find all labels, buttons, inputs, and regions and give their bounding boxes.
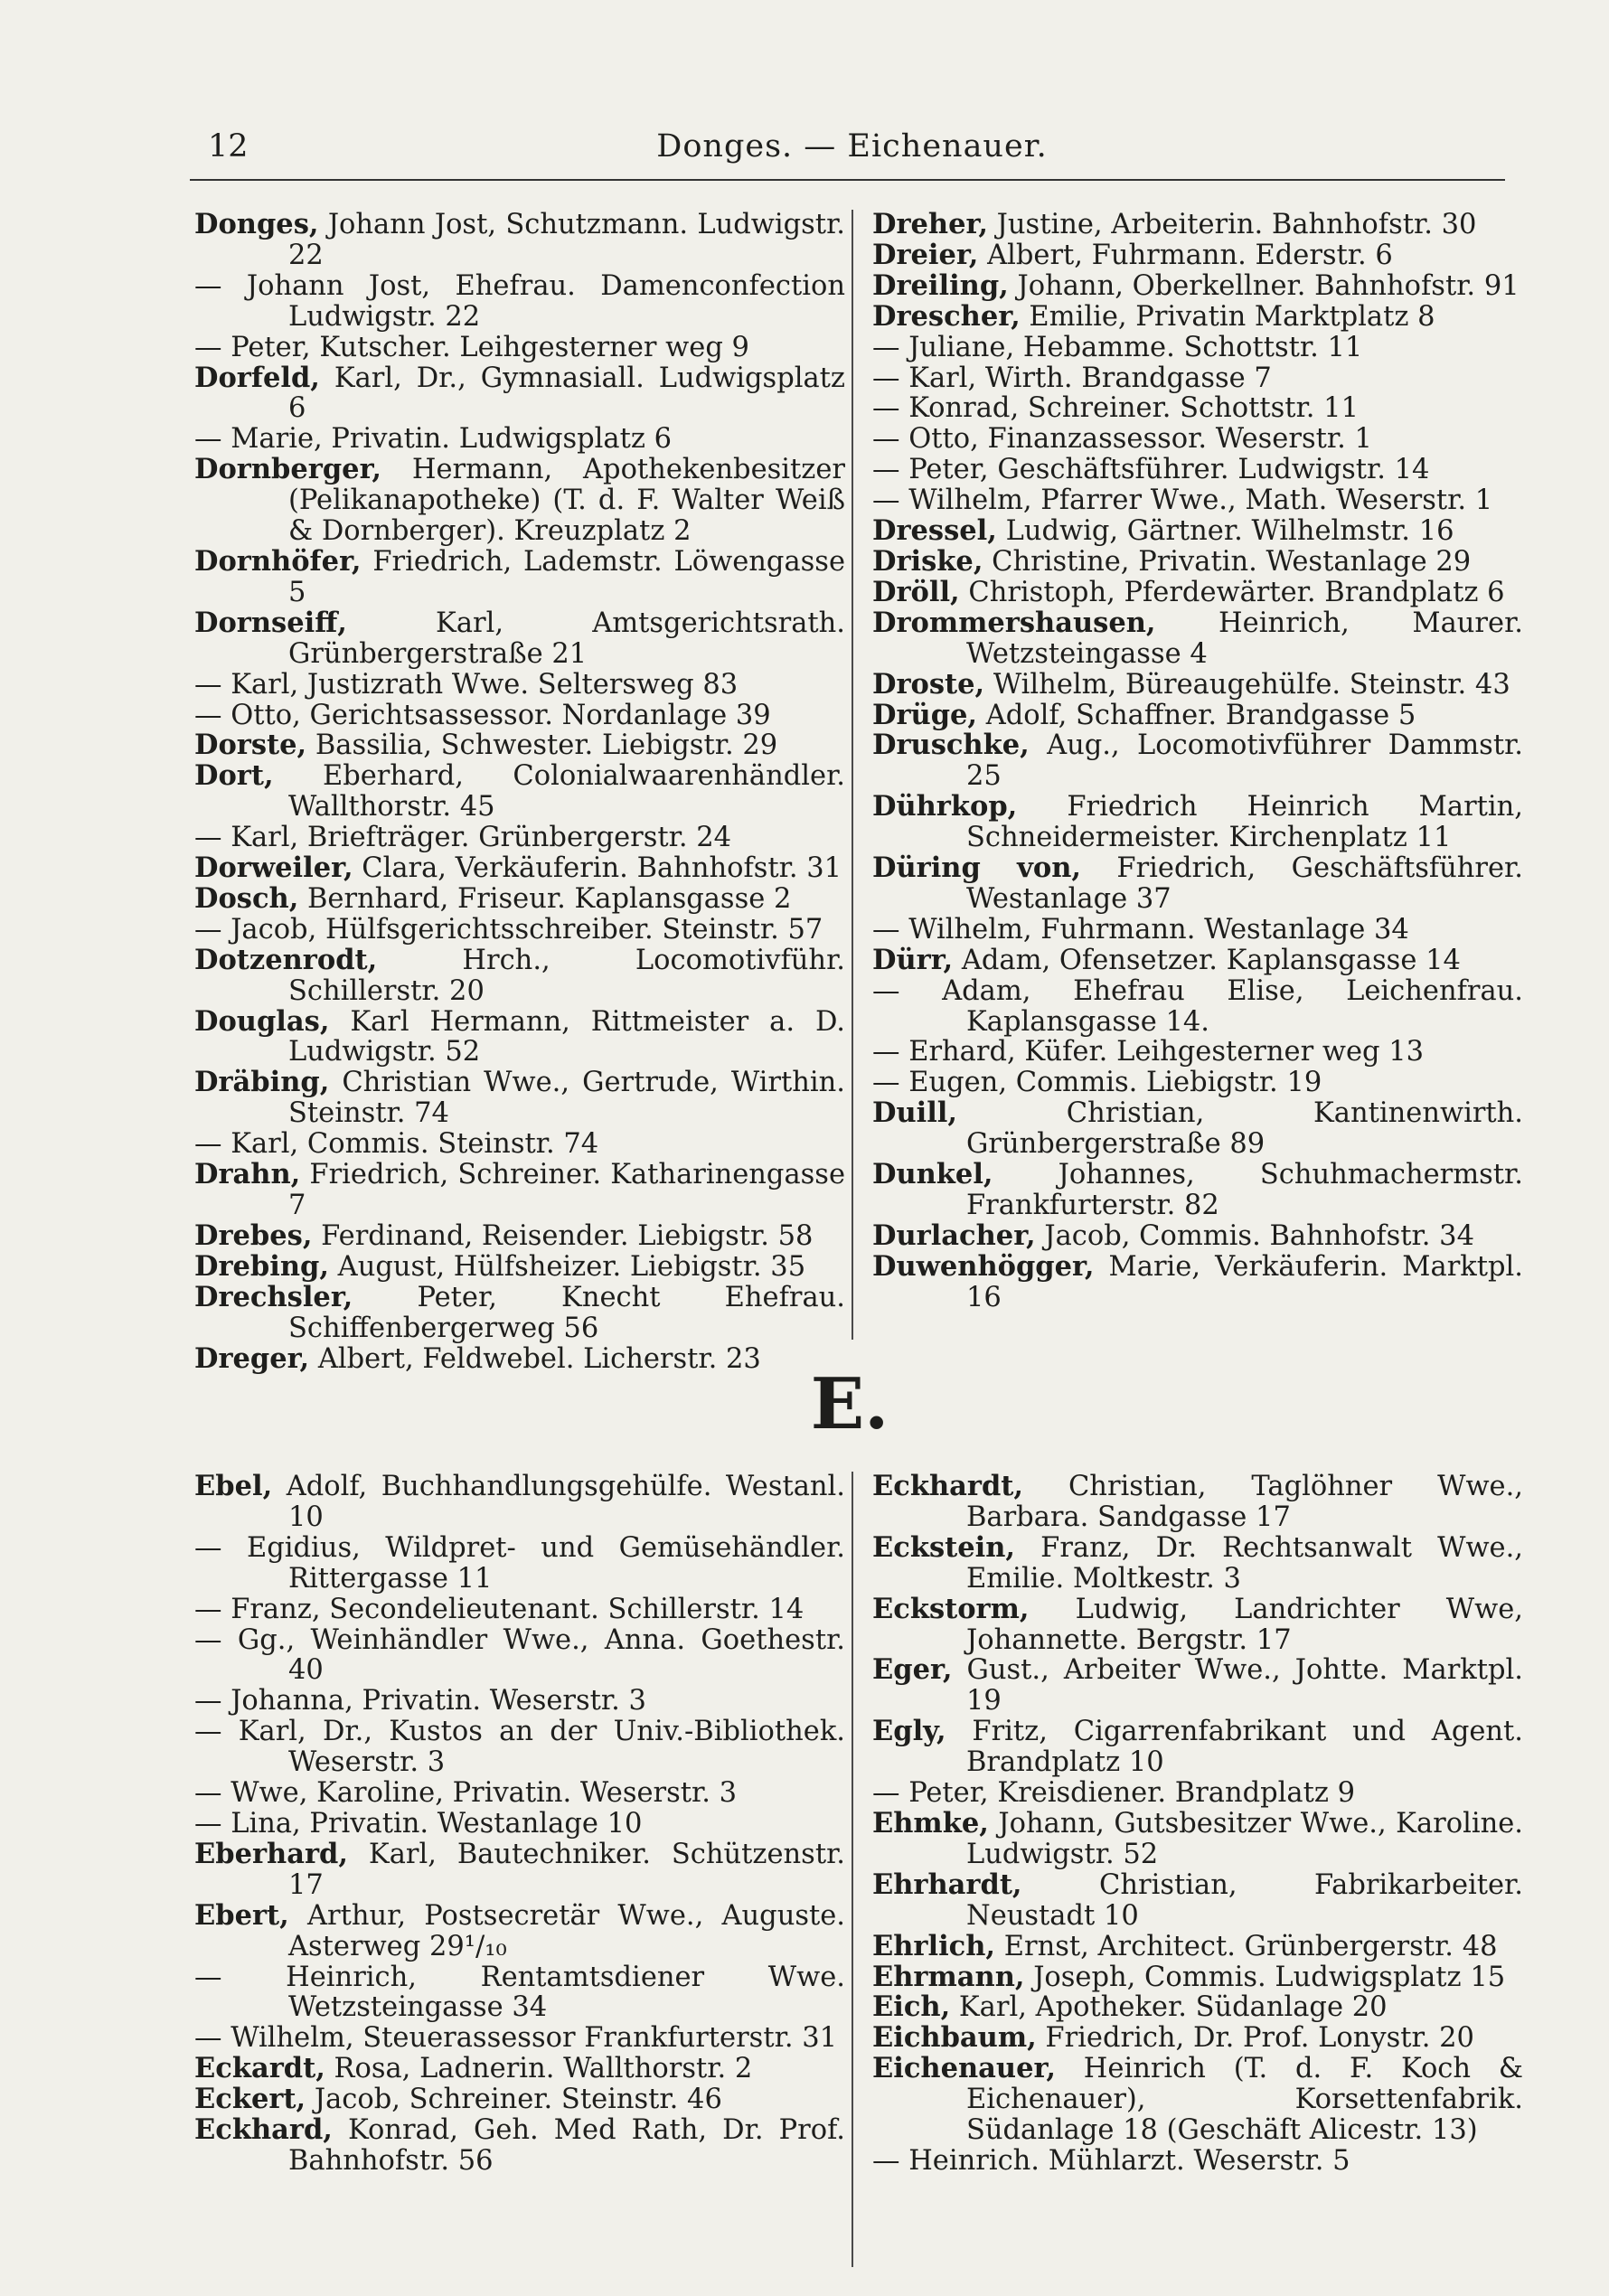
directory-entry bbox=[872, 2146, 1523, 2177]
entry-surname: Drebing, bbox=[194, 1249, 329, 1283]
entry-details: Justine, Arbeiterin. Bahnhofstr. 30 bbox=[987, 209, 1477, 240]
directory-entry bbox=[194, 1341, 845, 1375]
entry-details: Gust., Arbeiter Wwe., Johtte. Marktpl. 19 bbox=[952, 1654, 1523, 1717]
entry-details: Arthur, Postsecretär Wwe., Auguste. Asterweg 29¹/₁₀ bbox=[288, 1899, 845, 1962]
directory-entry bbox=[194, 1249, 845, 1283]
entry-details: Albert, Fuhrmann. Ederstr. 6 bbox=[978, 239, 1393, 271]
entry-details: Hermann, Apothekenbesitzer (Pelikanapotheke) (T. d. F. Walter Weiß & Dornberger). Kreuzplatz 2 bbox=[288, 454, 845, 548]
directory-entry bbox=[872, 455, 1523, 485]
directory-entry bbox=[194, 1717, 845, 1778]
entry-details: — Heinrich, Rentamtsdiener Wwe. Wetzsteingasse 34 bbox=[194, 1961, 845, 2024]
directory-entry bbox=[194, 1068, 845, 1129]
entry-surname: Eckstorm, bbox=[872, 1592, 1030, 1625]
directory-entry bbox=[194, 1004, 845, 1068]
entry-surname: Dunkel, bbox=[872, 1158, 993, 1191]
entry-surname: Dührkop, bbox=[872, 790, 1018, 823]
directory-entry bbox=[872, 1962, 1523, 1993]
directory-entry bbox=[194, 1595, 845, 1625]
entry-surname: Dornseiff, bbox=[194, 606, 347, 639]
directory-entry bbox=[194, 1472, 845, 1533]
entry-surname: Dosch, bbox=[194, 881, 299, 915]
entry-details: Fritz, Cigarrenfabrikant und Agent. Brandplatz 10 bbox=[946, 1716, 1523, 1779]
directory-entry bbox=[194, 333, 845, 363]
directory-entry bbox=[872, 268, 1523, 302]
directory-entry bbox=[194, 455, 845, 547]
entry-details: Friedrich, Schreiner. Katharinengasse 7 bbox=[288, 1159, 845, 1221]
directory-entry bbox=[194, 1809, 845, 1840]
entry-details: Friedrich, Dr. Prof. Lonystr. 20 bbox=[1036, 2022, 1474, 2055]
entry-details: Christian Wwe., Gertrude, Wirthin. Steinstr. 74 bbox=[288, 1067, 845, 1130]
entry-details: Adolf, Buchhandlungsgehülfe. Westanl. 10 bbox=[272, 1471, 845, 1533]
entry-surname: Eckhard, bbox=[194, 2113, 333, 2147]
entry-surname: Drechsler, bbox=[194, 1280, 353, 1313]
entry-surname: Duill, bbox=[872, 1096, 958, 1130]
entry-surname: Dort, bbox=[194, 759, 274, 793]
entry-details: — Juliane, Hebamme. Schottstr. 11 bbox=[872, 331, 1363, 363]
directory-entry bbox=[872, 1655, 1523, 1717]
page-number: 12 bbox=[208, 128, 249, 165]
directory-entry bbox=[194, 1280, 845, 1344]
entry-details: Adam, Ofensetzer. Kaplansgasse 14 bbox=[953, 944, 1461, 976]
entry-details: Joseph, Commis. Ludwigsplatz 15 bbox=[1024, 1961, 1506, 1993]
entry-details: Friedrich, Geschäftsführer. Westanlage 37 bbox=[966, 852, 1523, 915]
directory-entry bbox=[872, 943, 1523, 976]
entry-details: — Heinrich. Mühlarzt. Weserstr. 5 bbox=[872, 2144, 1350, 2177]
directory-entry bbox=[194, 1160, 845, 1221]
directory-entry bbox=[872, 575, 1523, 608]
entry-surname: Druschke, bbox=[872, 729, 1030, 762]
entry-details: — Wilhelm, Steuerassessor Frankfurterstr. 31 bbox=[194, 2022, 838, 2055]
entry-surname: Droste, bbox=[872, 667, 985, 701]
entry-details: Emilie, Privatin Marktplatz 8 bbox=[1020, 300, 1435, 333]
entry-details: Jacob, Schreiner. Steinstr. 46 bbox=[306, 2084, 722, 2116]
directory-entry bbox=[872, 1037, 1523, 1068]
entry-details: Karl Hermann, Rittmeister a. D. Ludwigstr. 52 bbox=[288, 1005, 845, 1068]
directory-entry bbox=[194, 210, 845, 271]
entry-details: Friedrich Heinrich Martin, Schneidermeister. Kirchenplatz 11 bbox=[966, 791, 1523, 854]
entry-surname: Douglas, bbox=[194, 1004, 330, 1038]
directory-entry bbox=[194, 2054, 845, 2084]
column-right-e-entries bbox=[872, 1472, 1523, 2177]
entry-surname: Eich, bbox=[872, 1990, 951, 2024]
entry-details: — Peter, Kutscher. Leihgesterner weg 9 bbox=[194, 331, 749, 363]
entry-details: — Peter, Geschäftsführer. Ludwigstr. 14 bbox=[872, 454, 1430, 486]
entry-details: Karl, Dr., Gymnasiall. Ludwigsplatz 6 bbox=[288, 362, 845, 425]
entry-details: Karl, Bautechniker. Schützenstr. 17 bbox=[288, 1838, 845, 1901]
column-left-d-entries bbox=[194, 210, 845, 1374]
entry-surname: Egly, bbox=[872, 1715, 946, 1748]
entry-surname: Eckert, bbox=[194, 2083, 306, 2116]
entry-details: Christian, Taglöhner Wwe., Barbara. Sandgasse 17 bbox=[966, 1471, 1523, 1533]
entry-details: Heinrich (T. d. F. Koch & Eichenauer), Korsettenfabrik. Südanlage 18 (Geschäft Alicestr. 13) bbox=[966, 2053, 1523, 2147]
directory-entry bbox=[872, 2023, 1523, 2054]
entry-details: Rosa, Ladnerin. Wallthorstr. 2 bbox=[325, 2053, 753, 2085]
entry-surname: Eichenauer, bbox=[872, 2052, 1056, 2085]
entry-surname: Ebel, bbox=[194, 1470, 273, 1502]
directory-entry bbox=[872, 915, 1523, 946]
entry-details: Johann, Gutsbesitzer Wwe., Karoline. Ludwigstr. 52 bbox=[966, 1807, 1523, 1870]
entry-details: — Franz, Secondelieutenant. Schillerstr. 14 bbox=[194, 1593, 804, 1625]
entry-details: Ludwig, Gärtner. Wilhelmstr. 16 bbox=[996, 515, 1454, 548]
entry-details: — Gg., Weinhändler Wwe., Anna. Goethestr. 40 bbox=[194, 1623, 845, 1687]
entry-details: Christoph, Pferdewärter. Brandplatz 6 bbox=[959, 576, 1505, 608]
entry-details: — Otto, Gerichtsassessor. Nordanlage 39 bbox=[194, 699, 771, 731]
directory-entry bbox=[872, 299, 1523, 333]
entry-surname: Drescher, bbox=[872, 299, 1021, 333]
entry-details: — Marie, Privatin. Ludwigsplatz 6 bbox=[194, 423, 673, 456]
entry-details: Christine, Privatin. Westanlage 29 bbox=[983, 545, 1472, 578]
entry-details: — Erhard, Küfer. Leihgesterner weg 13 bbox=[872, 1036, 1425, 1068]
entry-details: Ferdinand, Reisender. Liebigstr. 58 bbox=[312, 1219, 814, 1252]
entry-details: — Egidius, Wildpret- und Gemüsehändler. Rittergasse 11 bbox=[194, 1531, 845, 1595]
directory-entry bbox=[872, 1717, 1523, 1778]
column-divider-bottom bbox=[852, 1472, 853, 2267]
entry-details: Albert, Feldwebel. Licherstr. 23 bbox=[309, 1342, 761, 1375]
directory-entry bbox=[872, 240, 1523, 271]
directory-entry bbox=[872, 424, 1523, 455]
directory-entry bbox=[872, 544, 1523, 578]
entry-details: — Karl, Justizrath Wwe. Seltersweg 83 bbox=[194, 668, 739, 701]
directory-entry bbox=[872, 1098, 1523, 1160]
entry-surname: Dräbing, bbox=[194, 1066, 330, 1099]
directory-entry bbox=[194, 2084, 845, 2115]
entry-surname: Eberhard, bbox=[194, 1837, 348, 1870]
entry-surname: Ehrmann, bbox=[872, 1960, 1025, 1993]
directory-entry bbox=[194, 1221, 845, 1252]
column-right-d-entries bbox=[872, 210, 1523, 1313]
directory-entry bbox=[872, 210, 1523, 240]
directory-entry bbox=[872, 333, 1523, 363]
entry-details: — Wilhelm, Fuhrmann. Westanlage 34 bbox=[872, 913, 1409, 946]
column-divider-top bbox=[852, 210, 853, 1340]
directory-entry bbox=[872, 1592, 1523, 1656]
entry-details: — Eugen, Commis. Liebigstr. 19 bbox=[872, 1067, 1322, 1099]
directory-entry bbox=[872, 2054, 1523, 2146]
entry-surname: Dreger, bbox=[194, 1341, 310, 1375]
entry-surname: Duwenhögger, bbox=[872, 1249, 1095, 1283]
directory-entry bbox=[872, 363, 1523, 394]
entry-details: — Karl, Commis. Steinstr. 74 bbox=[194, 1128, 599, 1161]
entry-details: — Konrad, Schreiner. Schottstr. 11 bbox=[872, 392, 1359, 425]
entry-details: Karl, Apotheker. Südanlage 20 bbox=[950, 1991, 1388, 2024]
section-letter-e: E. bbox=[810, 1363, 889, 1445]
directory-entry bbox=[872, 1221, 1523, 1252]
entry-details: Wilhelm, Büreaugehülfe. Steinstr. 43 bbox=[984, 668, 1510, 701]
directory-entry bbox=[872, 393, 1523, 424]
entry-surname: Eckstein, bbox=[872, 1530, 1015, 1564]
entry-surname: Dornhöfer, bbox=[194, 544, 362, 578]
entry-details: Johannes, Schuhmachermstr. Frankfurterstr. 82 bbox=[966, 1159, 1523, 1221]
entry-surname: Ehrlich, bbox=[872, 1929, 996, 1962]
entry-surname: Dreiling, bbox=[872, 268, 1009, 302]
entry-details: — Johann Jost, Ehefrau. Damenconfection Ludwigstr. 22 bbox=[194, 269, 845, 333]
entry-details: Franz, Dr. Rechtsanwalt Wwe., Emilie. Moltkestr. 3 bbox=[966, 1531, 1523, 1595]
entry-surname: Düring von, bbox=[872, 852, 1081, 885]
directory-entry bbox=[194, 853, 845, 884]
entry-surname: Drüge, bbox=[872, 698, 978, 731]
entry-surname: Drommershausen, bbox=[872, 606, 1156, 639]
entry-details: Eberhard, Colonialwaarenhändler. Wallthorstr. 45 bbox=[273, 760, 845, 823]
directory-entry bbox=[194, 1778, 845, 1809]
entry-details: Marie, Verkäuferin. Marktpl. 16 bbox=[966, 1250, 1523, 1313]
directory-entry bbox=[194, 823, 845, 853]
entry-surname: Eckardt, bbox=[194, 2052, 325, 2085]
entry-details: — Jacob, Hülfsgerichtsschreiber. Steinstr. 57 bbox=[194, 913, 823, 946]
entry-details: — Otto, Finanzassessor. Weserstr. 1 bbox=[872, 423, 1372, 456]
directory-entry bbox=[872, 667, 1523, 701]
directory-entry bbox=[194, 1837, 845, 1901]
entry-details: Christian, Kantinenwirth. Grünbergerstraße 89 bbox=[957, 1097, 1523, 1161]
directory-entry bbox=[194, 881, 845, 915]
entry-surname: Drahn, bbox=[194, 1158, 301, 1191]
entry-surname: Donges, bbox=[194, 208, 319, 240]
entry-details: Heinrich, Maurer. Wetzsteingasse 4 bbox=[966, 607, 1523, 670]
directory-entry bbox=[872, 853, 1523, 915]
entry-details: Hrch., Locomotivführ. Schillerstr. 20 bbox=[288, 944, 845, 1007]
entry-details: — Johanna, Privatin. Weserstr. 3 bbox=[194, 1685, 646, 1717]
directory-entry bbox=[194, 1686, 845, 1717]
entry-surname: Eger, bbox=[872, 1653, 953, 1687]
entry-surname: Dreher, bbox=[872, 208, 988, 240]
entry-details: — Wilhelm, Pfarrer Wwe., Math. Weserstr. 1 bbox=[872, 485, 1493, 517]
directory-entry bbox=[194, 1129, 845, 1160]
header-rule bbox=[190, 179, 1505, 181]
entry-surname: Ebert, bbox=[194, 1898, 289, 1932]
directory-entry bbox=[194, 608, 845, 670]
entry-details: Johann, Oberkellner. Bahnhofstr. 91 bbox=[1008, 269, 1520, 302]
entry-details: Konrad, Geh. Med Rath, Dr. Prof. Bahnhofstr. 56 bbox=[288, 2114, 845, 2177]
entry-details: Ernst, Architect. Grünbergerstr. 48 bbox=[995, 1930, 1498, 1962]
page-header bbox=[181, 128, 1523, 183]
entry-surname: Dressel, bbox=[872, 514, 997, 548]
directory-entry bbox=[872, 1160, 1523, 1221]
entry-details: Bassilia, Schwester. Liebigstr. 29 bbox=[306, 729, 778, 762]
directory-entry bbox=[872, 792, 1523, 853]
directory-entry bbox=[872, 1530, 1523, 1595]
entry-surname: Dreier, bbox=[872, 238, 979, 271]
entry-details: Friedrich, Lademstr. Löwengasse 5 bbox=[288, 545, 845, 608]
entry-details: Christian, Fabrikarbeiter. Neustadt 10 bbox=[966, 1868, 1523, 1932]
entry-details: Aug., Locomotivführer Dammstr. 25 bbox=[966, 729, 1523, 793]
directory-entry bbox=[872, 516, 1523, 547]
entry-details: — Karl, Dr., Kustos an der Univ.-Bibliothek. Weserstr. 3 bbox=[194, 1716, 845, 1779]
directory-entry bbox=[194, 915, 845, 946]
directory-entry bbox=[194, 363, 845, 425]
directory-entry bbox=[872, 485, 1523, 516]
entry-surname: Dorweiler, bbox=[194, 852, 353, 885]
directory-entry bbox=[872, 698, 1523, 731]
entry-details: Peter, Knecht Ehefrau. Schiffenbergerweg 56 bbox=[288, 1281, 845, 1344]
entry-details: Johann Jost, Schutzmann. Ludwigstr. 22 bbox=[288, 209, 845, 271]
directory-entry bbox=[194, 271, 845, 333]
directory-entry bbox=[872, 1870, 1523, 1932]
directory-entry bbox=[194, 1533, 845, 1595]
entry-details: Jacob, Commis. Bahnhofstr. 34 bbox=[1035, 1219, 1474, 1252]
directory-entry bbox=[194, 544, 845, 608]
entry-surname: Dorste, bbox=[194, 729, 307, 762]
directory-entry bbox=[872, 1778, 1523, 1809]
directory-entry bbox=[194, 424, 845, 455]
directory-entry bbox=[872, 730, 1523, 792]
entry-details: August, Hülfsheizer. Liebigstr. 35 bbox=[328, 1250, 806, 1283]
entry-surname: Dröll, bbox=[872, 575, 960, 608]
directory-entry bbox=[194, 701, 845, 731]
directory-entry bbox=[194, 1898, 845, 1962]
entry-surname: Ehmke, bbox=[872, 1806, 989, 1840]
entry-surname: Drebes, bbox=[194, 1219, 313, 1252]
entry-details: Bernhard, Friseur. Kaplansgasse 2 bbox=[298, 882, 792, 915]
entry-details: — Karl, Wirth. Brandgasse 7 bbox=[872, 362, 1272, 394]
directory-entry bbox=[194, 1962, 845, 2024]
entry-details: — Wwe, Karoline, Privatin. Weserstr. 3 bbox=[194, 1777, 738, 1810]
entry-surname: Dornberger, bbox=[194, 453, 382, 486]
directory-entry bbox=[872, 1806, 1523, 1870]
entry-surname: Durlacher, bbox=[872, 1219, 1036, 1252]
entry-surname: Dotzenrodt, bbox=[194, 943, 378, 976]
directory-entry bbox=[872, 976, 1523, 1038]
directory-entry bbox=[194, 943, 845, 1007]
directory-entry bbox=[872, 1929, 1523, 1962]
directory-entry bbox=[872, 608, 1523, 670]
directory-entry bbox=[194, 761, 845, 823]
entry-details: — Adam, Ehefrau Elise, Leichenfrau. Kaplansgasse 14. bbox=[872, 974, 1523, 1038]
entry-details: — Lina, Privatin. Westanlage 10 bbox=[194, 1807, 643, 1840]
directory-entry bbox=[872, 1992, 1523, 2023]
entry-surname: Dorfeld, bbox=[194, 361, 320, 394]
entry-surname: Driske, bbox=[872, 544, 983, 578]
directory-entry bbox=[194, 730, 845, 761]
running-head: Donges. — Eichenauer. bbox=[656, 128, 1048, 165]
directory-entry bbox=[872, 1068, 1523, 1098]
column-left-e-entries bbox=[194, 1472, 845, 2177]
entry-surname: Dürr, bbox=[872, 943, 954, 976]
directory-entry bbox=[194, 2115, 845, 2177]
entry-details: Adolf, Schaffner. Brandgasse 5 bbox=[977, 699, 1416, 731]
directory-entry bbox=[194, 1625, 845, 1687]
entry-details: Ludwig, Landrichter Wwe, Johannette. Bergstr. 17 bbox=[966, 1593, 1523, 1656]
directory-entry bbox=[194, 670, 845, 701]
directory-entry bbox=[872, 1472, 1523, 1533]
entry-details: — Karl, Briefträger. Grünbergerstr. 24 bbox=[194, 822, 732, 854]
entry-surname: Ehrhardt, bbox=[872, 1868, 1022, 1901]
entry-surname: Eckhardt, bbox=[872, 1470, 1023, 1502]
entry-details: Karl, Amtsgerichtsrath. Grünbergerstraße 21 bbox=[288, 607, 845, 670]
entry-details: Clara, Verkäuferin. Bahnhofstr. 31 bbox=[353, 852, 842, 885]
directory-entry bbox=[872, 1249, 1523, 1313]
directory-entry bbox=[194, 2023, 845, 2054]
entry-details: — Peter, Kreisdiener. Brandplatz 9 bbox=[872, 1777, 1356, 1810]
entry-surname: Eichbaum, bbox=[872, 2021, 1037, 2055]
